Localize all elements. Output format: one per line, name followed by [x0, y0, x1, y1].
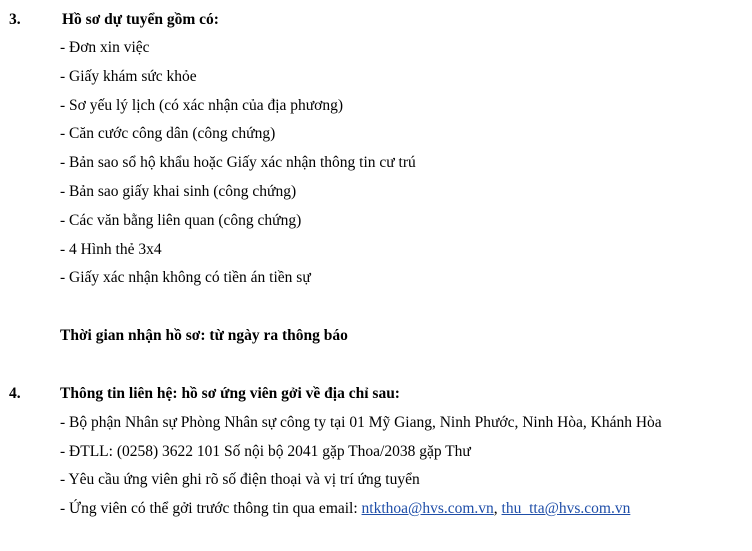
list-item: - Bản sao giấy khai sinh (công chứng) — [60, 183, 297, 200]
list-item: - Bộ phận Nhân sự Phòng Nhân sự công ty tại 01 Mỹ Giang, Ninh Phước, Ninh Hòa, Khánh Hòa — [60, 414, 662, 431]
email-prefix: - Ứng viên có thể gởi trước thông tin qua email: — [60, 500, 362, 517]
section-4-heading: Thông tin liên hệ: hồ sơ ứng viên gởi về địa chỉ sau: — [60, 385, 400, 402]
list-item: - Sơ yếu lý lịch (có xác nhận của địa phương) — [60, 97, 344, 114]
list-item: - Yêu cầu ứng viên ghi rõ số điện thoại và vị trí ứng tuyển — [60, 471, 420, 488]
list-item: - Căn cước công dân (công chứng) — [60, 125, 276, 142]
email-link-thoa[interactable]: ntkthoa@hvs.com.vn — [361, 500, 494, 517]
email-link-thu[interactable]: thu_tta@hvs.com.vn — [501, 500, 631, 517]
section-4-number: 4. — [9, 385, 21, 402]
email-line — [60, 499, 630, 519]
list-item: - Các văn bằng liên quan (công chứng) — [60, 212, 302, 229]
list-item: - Giấy khám sức khỏe — [60, 68, 197, 85]
deadline-note: Thời gian nhận hồ sơ: từ ngày ra thông báo — [60, 327, 348, 344]
list-item: - Giấy xác nhận không có tiền án tiền sự — [60, 269, 311, 286]
section-3-heading: Hồ sơ dự tuyển gồm có: — [62, 11, 219, 28]
list-item: - 4 Hình thẻ 3x4 — [60, 241, 162, 258]
list-item: - Đơn xin việc — [60, 39, 150, 56]
list-item: - Bản sao sổ hộ khẩu hoặc Giấy xác nhận thông tin cư trú — [60, 154, 416, 171]
list-item: - ĐTLL: (0258) 3622 101 Số nội bộ 2041 gặp Thoa/2038 gặp Thư — [60, 443, 471, 460]
email-separator: , — [493, 500, 502, 517]
section-3-number: 3. — [9, 11, 21, 28]
